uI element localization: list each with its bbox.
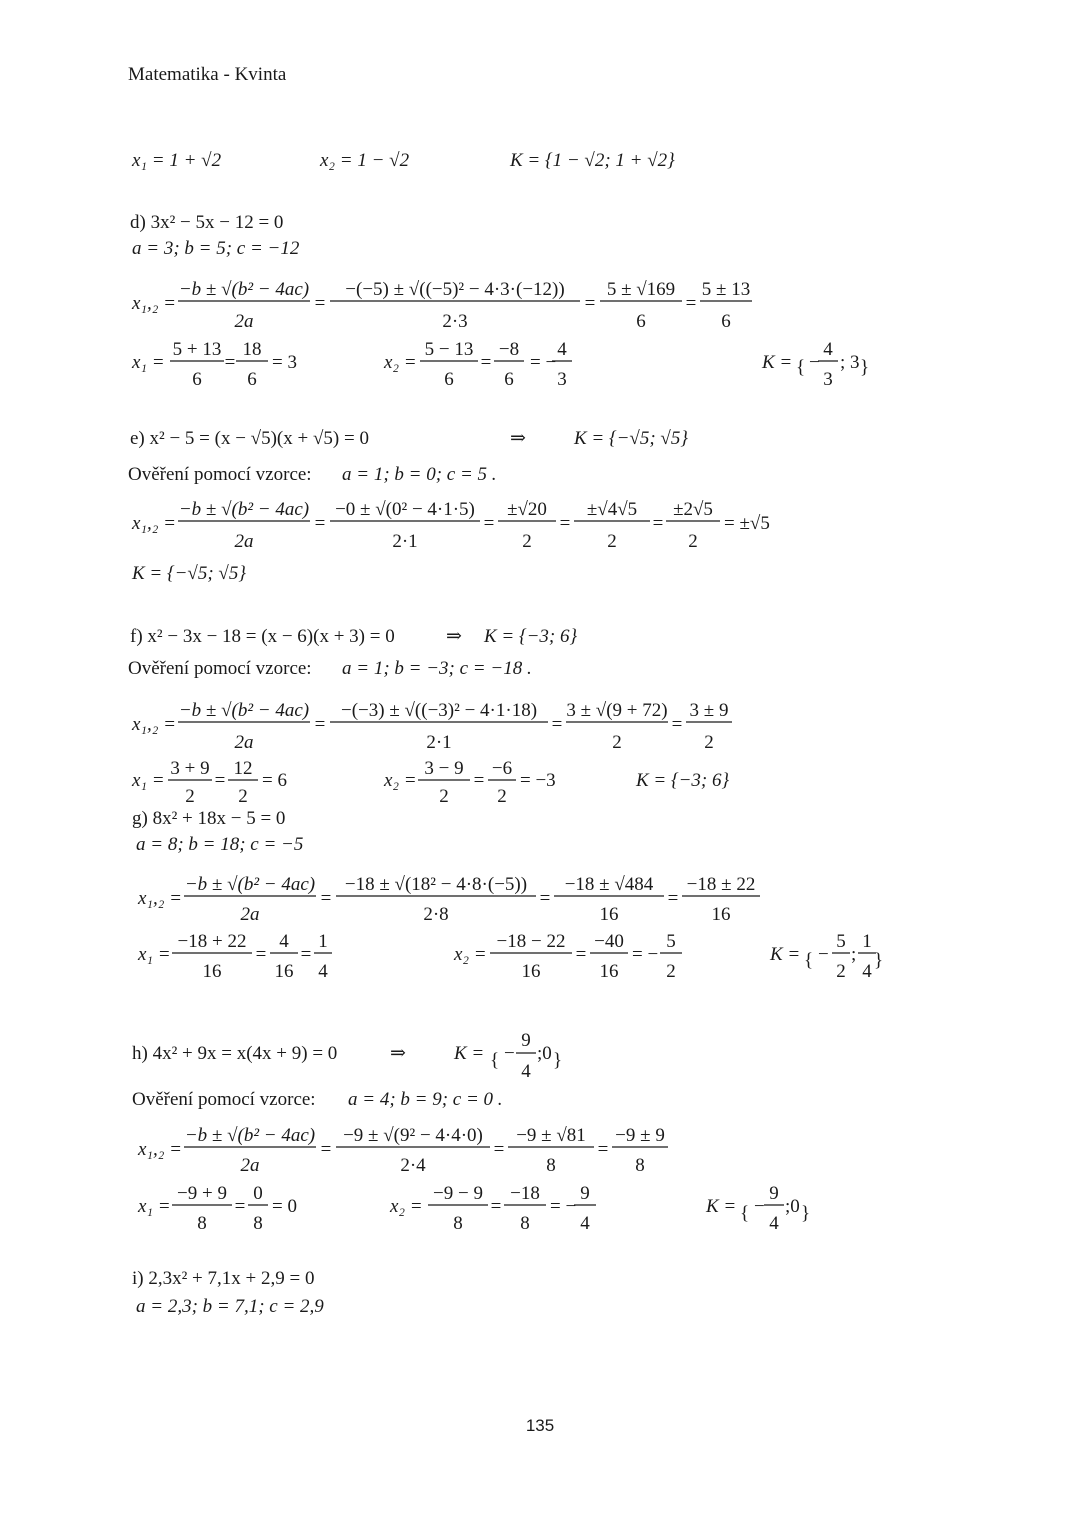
g-x2-f3-den: 2 xyxy=(666,961,676,982)
svg-text:=: = xyxy=(214,770,226,791)
f-equation: f) x² − 3x − 18 = (x − 6)(x + 3) = 0 xyxy=(130,626,395,647)
h-formula-lhs: x₁,₂ = xyxy=(138,1139,182,1160)
h-x2-f3-den: 4 xyxy=(580,1213,590,1234)
g-formula-lhs: x₁,₂ = xyxy=(138,888,182,909)
h-K2-den: 4 xyxy=(769,1213,779,1234)
f-x2-num: 3 − 9 xyxy=(424,758,464,779)
g-x2-num: −18 − 22 xyxy=(496,931,566,952)
d-x1-label: x₁ = xyxy=(132,352,165,373)
svg-text:=: = xyxy=(473,770,485,791)
g-x2-f2-den: 16 xyxy=(599,961,619,982)
d-K-brace-close: } xyxy=(860,357,870,378)
h-step2-den: 8 xyxy=(546,1155,556,1176)
svg-text:=: = xyxy=(490,1196,502,1217)
svg-text:−: − xyxy=(754,1196,765,1217)
f-verify-text: Ověření pomocí vzorce: xyxy=(128,658,312,679)
g-coefficients: a = 8; b = 18; c = −5 xyxy=(136,834,304,855)
e-step3-den: 2 xyxy=(607,531,617,552)
h-K-brace-close: } xyxy=(553,1050,563,1071)
g-x1-f3-den: 4 xyxy=(318,961,328,982)
g-x1-f2-den: 16 xyxy=(274,961,294,982)
g-step3-num: −18 ± 22 xyxy=(686,874,756,895)
e-step1-den: 2·1 xyxy=(392,531,418,552)
e-verify-coeffs: a = 1; b = 0; c = 5 . xyxy=(342,464,497,485)
f-step3-den: 2 xyxy=(704,732,714,753)
h-x2-f3-num: 9 xyxy=(580,1183,590,1204)
e-step2-den: 2 xyxy=(522,531,532,552)
svg-text:−: − xyxy=(504,1043,515,1064)
d-K-tail: ; 3 xyxy=(840,352,860,373)
h-K-brace-open: { xyxy=(490,1050,500,1071)
c-x2: x₂ = 1 − √2 xyxy=(320,150,410,171)
f-x2-result: = −3 xyxy=(520,770,556,791)
f-formula-lhs: x₁,₂ = xyxy=(132,714,176,735)
h-K2-num: 9 xyxy=(769,1183,779,1204)
svg-text:=: = xyxy=(300,944,312,965)
d-x2-label: x₂ = xyxy=(384,352,417,373)
e-result: = ±√5 xyxy=(724,513,770,534)
h-step1-num: −9 ± √(9² − 4·4·0) xyxy=(343,1125,483,1146)
e-step4-den: 2 xyxy=(688,531,698,552)
d-step2-den: 6 xyxy=(636,311,646,332)
d-formula-lhs: x₁,₂ = xyxy=(132,293,176,314)
g-K-b-num: 1 xyxy=(862,931,872,952)
h-x1-f2-num: 0 xyxy=(253,1183,263,1204)
g-step2-den: 16 xyxy=(599,904,619,925)
f-x1-f2-den: 2 xyxy=(238,786,248,807)
g-K-a-den: 2 xyxy=(836,961,846,982)
g-equation: g) 8x² + 18x − 5 = 0 xyxy=(132,808,286,829)
f-x2-f2-den: 2 xyxy=(497,786,507,807)
d-x2-den: 6 xyxy=(444,369,454,390)
h-step3-num: −9 ± 9 xyxy=(615,1125,665,1146)
d-x2-f2-den: 6 xyxy=(504,369,514,390)
f-arrow: ⇒ xyxy=(446,626,462,647)
d-x2-f3-num: 4 xyxy=(557,339,567,360)
h-x1-den: 8 xyxy=(197,1213,207,1234)
g-x2-f3-num: 5 xyxy=(666,931,676,952)
d-step1-num: −(−5) ± √((−5)² − 4·3·(−12)) xyxy=(345,279,565,300)
svg-text:=: = xyxy=(234,1196,246,1217)
d-x1-den: 6 xyxy=(192,369,202,390)
g-step2-num: −18 ± √484 xyxy=(564,874,654,895)
svg-text:=: = xyxy=(493,1139,505,1160)
f-formula-num: −b ± √(b² − 4ac) xyxy=(178,700,310,721)
h-K2-brace-close: } xyxy=(801,1203,811,1224)
f-step2-den: 2 xyxy=(612,732,622,753)
c-solution-set: K = {1 − √2; 1 + √2} xyxy=(510,150,675,171)
h-formula-den: 2a xyxy=(240,1155,260,1176)
f-formula-den: 2a xyxy=(234,732,254,753)
svg-text:=: = xyxy=(224,352,236,373)
e-formula-den: 2a xyxy=(234,531,254,552)
d-K-den: 3 xyxy=(823,369,833,390)
g-x1-num: −18 + 22 xyxy=(177,931,247,952)
h-K2-label: K = xyxy=(706,1196,737,1217)
d-step2-num: 5 ± √169 xyxy=(606,279,676,300)
h-x1-label: x₁ = xyxy=(138,1196,171,1217)
svg-text:=: = xyxy=(480,352,492,373)
g-x2-den: 16 xyxy=(521,961,541,982)
h-K-den: 4 xyxy=(521,1061,531,1082)
h-x2-num: −9 − 9 xyxy=(433,1183,483,1204)
h-K2-tail: ;0 xyxy=(785,1196,800,1217)
h-x1-num: −9 + 9 xyxy=(177,1183,227,1204)
e-verify-text: Ověření pomocí vzorce: xyxy=(128,464,312,485)
svg-text:=: = xyxy=(314,513,326,534)
d-x1-f2-den: 6 xyxy=(247,369,257,390)
svg-text:−: − xyxy=(809,352,820,373)
d-x1-result: = 3 xyxy=(272,352,297,373)
f-x1-num: 3 + 9 xyxy=(170,758,210,779)
d-coefficients: a = 3; b = 5; c = −12 xyxy=(132,238,300,259)
g-K-b-den: 4 xyxy=(862,961,872,982)
h-equation: h) 4x² + 9x = x(4x + 9) = 0 xyxy=(132,1043,338,1064)
f-step3-num: 3 ± 9 xyxy=(689,700,729,721)
g-K-brace-close: } xyxy=(874,950,884,971)
e-step1-num: −0 ± √(0² − 4·1·5) xyxy=(335,499,475,520)
g-x1-f3-num: 1 xyxy=(318,931,328,952)
f-x2-label: x₂ = xyxy=(384,770,417,791)
svg-text:=: = xyxy=(685,293,697,314)
h-x2-f2-num: −18 xyxy=(510,1183,540,1204)
e-step3-num: ±√4√5 xyxy=(586,499,638,520)
f-x2-f2-num: −6 xyxy=(491,758,513,779)
h-x2-f2-den: 8 xyxy=(520,1213,530,1234)
d-formula-den: 2a xyxy=(234,311,254,332)
f-step1-num: −(−3) ± √((−3)² − 4·1·18) xyxy=(340,700,538,721)
d-step1-den: 2·3 xyxy=(442,311,468,332)
e-step4-num: ±2√5 xyxy=(673,499,713,520)
f-x2-den: 2 xyxy=(439,786,449,807)
f-verify-coeffs: a = 1; b = −3; c = −18 . xyxy=(342,658,532,679)
g-K-label: K = xyxy=(770,944,801,965)
d-step3-den: 6 xyxy=(721,311,731,332)
f-x1-den: 2 xyxy=(185,786,195,807)
i-coefficients: a = 2,3; b = 7,1; c = 2,9 xyxy=(136,1296,324,1317)
svg-text:=: = xyxy=(667,888,679,909)
d-x1-f2-num: 18 xyxy=(242,339,262,360)
d-x2-f3-den: 3 xyxy=(557,369,567,390)
h-verify-text: Ověření pomocí vzorce: xyxy=(132,1089,316,1110)
g-x2-f2-num: −40 xyxy=(594,931,624,952)
svg-text:=: = xyxy=(320,1139,332,1160)
h-K-label: K = xyxy=(454,1043,485,1064)
e-formula-lhs: x₁,₂ = xyxy=(132,513,176,534)
h-x1-f2-den: 8 xyxy=(253,1213,263,1234)
svg-text:;: ; xyxy=(851,944,857,965)
h-x2-den: 8 xyxy=(453,1213,463,1234)
svg-text:=: = xyxy=(320,888,332,909)
svg-text:=: = xyxy=(652,513,664,534)
g-formula-num: −b ± √(b² − 4ac) xyxy=(184,874,316,895)
g-x1-f2-num: 4 xyxy=(279,931,289,952)
svg-text:= −: = − xyxy=(550,1196,577,1217)
page-header-title: Matematika - Kvinta xyxy=(128,64,287,85)
d-x1-num: 5 + 13 xyxy=(172,339,222,360)
svg-text:=: = xyxy=(575,944,587,965)
f-x1-label: x₁ = xyxy=(132,770,165,791)
h-step2-num: −9 ± √81 xyxy=(516,1125,586,1146)
g-K-a-num: 5 xyxy=(836,931,846,952)
svg-text:=: = xyxy=(314,714,326,735)
e-step2-num: ±√20 xyxy=(507,499,547,520)
g-step3-den: 16 xyxy=(711,904,731,925)
c-x1: x₁ = 1 + √2 xyxy=(132,150,222,171)
g-step1-den: 2·8 xyxy=(423,904,449,925)
i-equation: i) 2,3x² + 7,1x + 2,9 = 0 xyxy=(132,1268,315,1289)
svg-text:=: = xyxy=(551,714,563,735)
svg-text:=: = xyxy=(314,293,326,314)
h-K-num: 9 xyxy=(521,1030,531,1051)
svg-text:=: = xyxy=(671,714,683,735)
e-equation: e) x² − 5 = (x − √5)(x + √5) = 0 xyxy=(130,428,369,449)
svg-text:=: = xyxy=(559,513,571,534)
svg-text:=: = xyxy=(584,293,596,314)
svg-text:−: − xyxy=(818,944,829,965)
e-formula-num: −b ± √(b² − 4ac) xyxy=(178,499,310,520)
g-formula-den: 2a xyxy=(240,904,260,925)
g-K-brace-open: { xyxy=(804,950,814,971)
e-K-top: K = {−√5; √5} xyxy=(574,428,688,449)
h-x2-label: x₂ = xyxy=(390,1196,423,1217)
f-x1-f2-num: 12 xyxy=(233,758,253,779)
f-K-top: K = {−3; 6} xyxy=(484,626,578,647)
h-step3-den: 8 xyxy=(635,1155,645,1176)
h-K2-brace-open: { xyxy=(740,1203,750,1224)
svg-text:=: = xyxy=(483,513,495,534)
h-formula-num: −b ± √(b² − 4ac) xyxy=(184,1125,316,1146)
d-x2-f2-num: −8 xyxy=(498,339,520,360)
svg-text:= −: = − xyxy=(632,944,659,965)
h-x1-result: = 0 xyxy=(272,1196,297,1217)
svg-text:=: = xyxy=(255,944,267,965)
svg-text:=: = xyxy=(539,888,551,909)
h-step1-den: 2·4 xyxy=(400,1155,426,1176)
g-x1-den: 16 xyxy=(202,961,222,982)
f-step2-num: 3 ± √(9 + 72) xyxy=(566,700,668,721)
e-arrow: ⇒ xyxy=(510,428,526,449)
f-x1-result: = 6 xyxy=(262,770,287,791)
h-verify-coeffs: a = 4; b = 9; c = 0 . xyxy=(348,1089,503,1110)
h-K-tail: ;0 xyxy=(537,1043,552,1064)
svg-text:= −: = − xyxy=(530,352,557,373)
d-x2-num: 5 − 13 xyxy=(424,339,474,360)
page-number: 135 xyxy=(525,1416,555,1435)
d-K-num: 4 xyxy=(823,339,833,360)
d-formula-num: −b ± √(b² − 4ac) xyxy=(178,279,310,300)
g-x2-label: x₂ = xyxy=(454,944,487,965)
f-step1-den: 2·1 xyxy=(426,732,452,753)
svg-text:=: = xyxy=(597,1139,609,1160)
g-step1-num: −18 ± √(18² − 4·8·(−5)) xyxy=(344,874,528,895)
d-step3-num: 5 ± 13 xyxy=(701,279,751,300)
d-K-label: K = xyxy=(762,352,793,373)
d-equation: d) 3x² − 5x − 12 = 0 xyxy=(130,212,284,233)
h-arrow: ⇒ xyxy=(390,1043,406,1064)
g-x1-label: x₁ = xyxy=(138,944,171,965)
d-K-brace-open: { xyxy=(796,357,806,378)
f-K: K = {−3; 6} xyxy=(636,770,730,791)
e-K-bottom: K = {−√5; √5} xyxy=(132,563,246,584)
